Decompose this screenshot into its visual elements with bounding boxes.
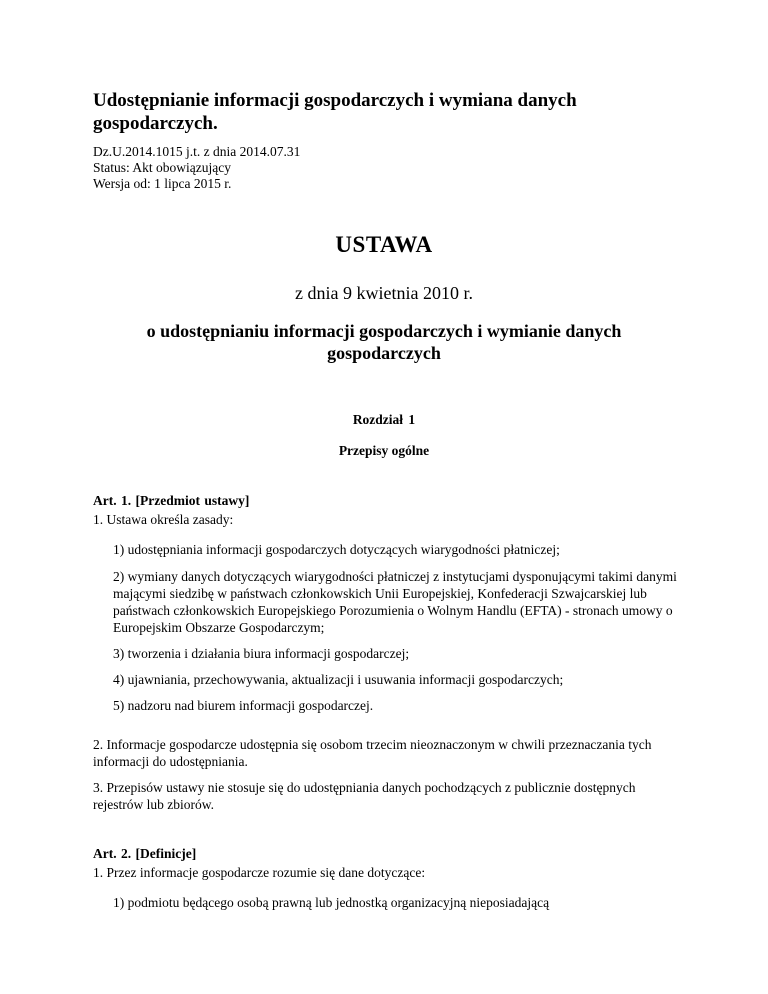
- article-2-heading: Art. 2. [Definicje]: [93, 846, 197, 861]
- version-date: Wersja od: 1 lipca 2015 r.: [93, 176, 232, 191]
- article-2-point-1: 1) podmiotu będącego osobą prawną lub jednostką organizacyjną nieposiadającą: [113, 895, 550, 910]
- article-1-paragraph-3: 3. Przepisów ustawy nie stosuje się do udostępniania danych pochodzących z publicznie dostępnych rejestrów lub zbiorów.: [93, 780, 636, 812]
- act-status: Status: Akt obowiązujący: [93, 160, 231, 175]
- article-2-intro: 1. Przez informacje gospodarcze rozumie się dane dotyczące:: [93, 865, 426, 880]
- chapter-number: Rozdział 1: [352, 412, 416, 427]
- article-1-point-5: 5) nadzoru nad biurem informacji gospodarczej.: [113, 698, 374, 713]
- act-subject: o udostępnianiu informacji gospodarczych i wymianie danych gospodarczych: [146, 321, 622, 363]
- document-title: Udostępnianie informacji gospodarczych i wymiana danych gospodarczych.: [93, 90, 577, 134]
- article-1-point-2: 2) wymiany danych dotyczących wiarygodności płatniczej z instytucjami dysponującymi takimi danymi mającymi siedzibę w państwach członkowskich Unii Europejskiej, Konfederacji Szwajcarskiej lub państwach członkowskich Europejskiego Porozumienia o Wolnym Handlu (EFTA) - stronach umowy o Europejskim Obszarze Gospodarczym;: [113, 569, 677, 635]
- act-type-heading: USTAWA: [335, 232, 433, 257]
- article-1-point-4: 4) ujawniania, przechowywania, aktualizacji i usuwania informacji gospodarczych;: [113, 672, 564, 687]
- article-1-paragraph-2: 2. Informacje gospodarcze udostępnia się osobom trzecim nieoznaczonym w chwili przeznaczania tych informacji do udostępniania.: [93, 737, 652, 769]
- article-1-heading: Art. 1. [Przedmiot ustawy]: [93, 493, 250, 508]
- act-date: z dnia 9 kwietnia 2010 r.: [295, 283, 473, 303]
- article-1-point-1: 1) udostępniania informacji gospodarczych dotyczących wiarygodności płatniczej;: [113, 542, 560, 557]
- document-metadata: [93, 144, 300, 192]
- journal-reference: Dz.U.2014.1015 j.t. z dnia 2014.07.31: [93, 144, 301, 159]
- article-1-point-3: 3) tworzenia i działania biura informacji gospodarczej;: [113, 646, 410, 661]
- article-1-intro: 1. Ustawa określa zasady:: [93, 512, 234, 527]
- chapter-title: Przepisy ogólne: [338, 443, 430, 458]
